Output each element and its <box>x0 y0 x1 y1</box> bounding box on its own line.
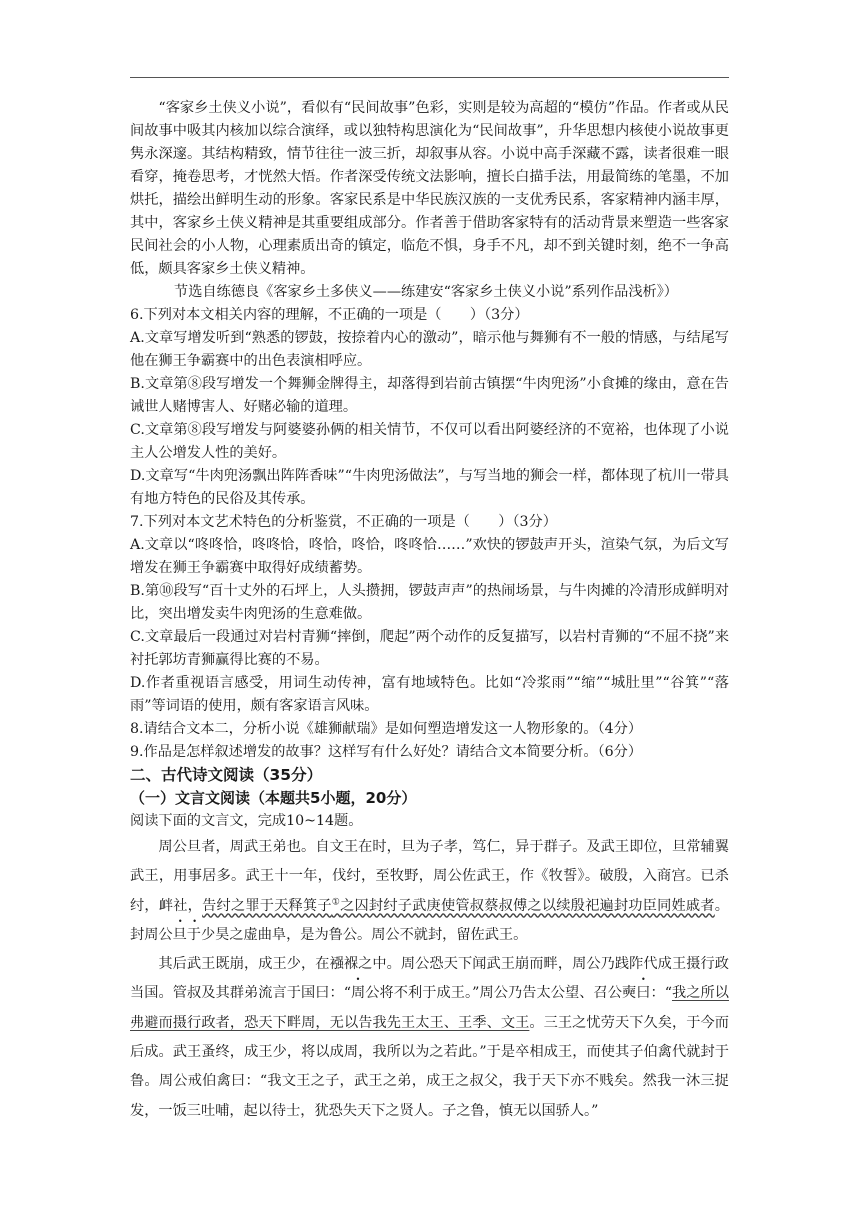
question-7-option-b: B.第⑩段写“百十丈外的石坪上，人头攒拥，锣鼓声声”的热闹场景，与牛肉摊的冷清形成鲜明对比，突出增发卖牛肉兜汤的生意难做。 <box>130 583 729 622</box>
dotted-char: 衅 <box>158 897 174 914</box>
question-9: 9.作品是怎样叙述增发的故事？这样写有什么好处？请结合文本简要分析。（6分） <box>130 744 643 760</box>
dotted-char: 社 <box>173 897 188 914</box>
passage-source: 节选自练德良《客家乡土多侠义——练建安“客家乡土侠义小说”系列作品浅析》） <box>174 284 678 300</box>
question-6-option-c: C.文章第⑧段写增发与阿婆婆孙俩的相关情节，不仅可以看出阿婆经济的不宽裕，也体现了小说主人公增发人性的美好。 <box>130 422 729 461</box>
section-subtitle: （一）文言文阅读（本题共5小题，20分） <box>130 789 417 807</box>
classical-text: 代成王摄行政当国。管叔及其群弟流言于国曰：“周公将不利于成王。”周公乃告太公望、召公奭曰：“ <box>130 956 729 1002</box>
question-7-stem: 7.下列对本文艺术特色的分析鉴赏，不正确的一项是（ ）（3分） <box>130 514 557 530</box>
question-6-stem: 6.下列对本文相关内容的理解，不正确的一项是（ ）（3分） <box>130 307 529 323</box>
footnote-marker: ① <box>331 896 341 907</box>
question-7-option-c: C.文章最后一段通过对岩村青狮“摔倒，爬起”两个动作的反复描写，以岩村青狮的“不屈不挠”来衬托郭坊青狮赢得比赛的不易。 <box>130 629 729 668</box>
underlined-sentence: 我之所以弗避而摄行政者，恐天下畔周，无以告我先王太王、王季、文王 <box>130 985 729 1031</box>
classical-paragraph-1 <box>130 833 729 950</box>
question-6-option-a: A.文章写增发听到“熟悉的锣鼓，按捺着内心的激动”，暗示他与舞狮有不一般的情感，与结尾写他在狮王争霸赛中的出色表演相呼应。 <box>130 330 729 369</box>
document-page <box>130 97 729 1126</box>
passage-paragraph: “客家乡土侠义小说”，看似有“民间故事”色彩，实则是较为高超的“模仿”作品。作者或从民间故事中吸其内核加以综合演绎，或以独特构思演化为“民间故事”，升华思想内核使小说故事更隽永深邃。其结构精致，情节往往一波三折，却叙事从容。小说中高手深藏不露，读者很难一眼看穿，掩卷思考，才恍然大悟。作者深受传统文法影响，擅长白描手法，用最简练的笔墨，不加烘托，描绘出鲜明生动的形象。客家民系是中华民族汉族的一支优秀民系，客家精神内涵丰厚，其中，客家乡土侠义精神是其重要组成部分。作者善于借助客家特有的活动背景来塑造一些客家民间社会的小人物，心理素质出奇的镇定，临危不惧，身手不凡，却不到关键时刻，绝不一争高低，颇具客家乡土侠义精神。 <box>130 100 729 277</box>
dotted-word: 践阼 <box>614 956 644 973</box>
classical-text: 周公旦者，周武王弟也。自文王在时，旦为子孝，笃仁，异于群子。及武王即位，旦常辅翼武王，用事居多。武王十一年，伐纣，至牧野，周公佐武王，作《牧誓》。破殷，入商宫。已杀纣， <box>130 839 729 914</box>
question-7-option-a: A.文章以“咚咚恰，咚咚恰，咚恰，咚恰，咚咚恰……”欢快的锣鼓声开头，渲染气氛，为后文写增发在狮王争霸赛中取得好成绩蓄势。 <box>130 537 729 576</box>
classical-text: 其后武王既崩，成王少，在 <box>158 956 330 973</box>
dotted-word: 襁褓 <box>329 956 359 973</box>
section-intro: 阅读下面的文言文，完成10~14题。 <box>130 813 363 829</box>
header-rule <box>130 77 729 78</box>
classical-paragraph-2 <box>130 950 729 1126</box>
question-8: 8.请结合文本二，分析小说《雄狮献瑞》是如何塑造增发这一人物形象的。（4分） <box>130 721 643 737</box>
question-7-option-d: D.作者重视语言感受，用词生动传神，富有地域特色。比如“冷浆雨”“缩”“城肚里”“谷箕”“落雨”等词语的使用，颇有客家语言风味。 <box>130 675 729 714</box>
classical-text: ， <box>187 897 203 914</box>
classical-text: 。三王之忧劳天下久矣，于今而后成。武王蚤终，成王少，将以成周，我所以为之若此。”于是卒相成王，而使其子伯禽代就封于鲁。周公戒伯禽曰：“我文王之子，武王之弟，成王之叔父，我于天下亦不贱矣。然我一沐三捉发，一饭三吐哺，起以待士，犹恐失天下之贤人。子之鲁，慎无以国骄人。” <box>130 1014 729 1119</box>
question-6-option-b: B.文章第⑧段写增发一个舞狮金牌得主，却落得到岩前古镇摆“牛肉兜汤”小食摊的缘由，意在告诫世人赌博害人、好赌必输的道理。 <box>130 376 729 415</box>
wavy-underlined-text: 告纣之罪于天释箕子①之囚封纣子武庚使管叔蔡叔傅之以续殷祀遍封功臣同姓戚者 <box>202 896 715 914</box>
classical-text: 之中。周公恐天下闻武王崩而畔，周公乃 <box>358 956 615 973</box>
classical-text: 。封周公旦于少昊之虚曲阜，是为鲁公。周公不就封，留佐武王。 <box>130 897 729 943</box>
section-title: 二、古代诗文阅读（35分） <box>130 766 323 784</box>
question-6-option-d: D.文章写“牛肉兜汤飘出阵阵香味”“牛肉兜汤做法”，与写当地的狮会一样，都体现了杭川一带具有地方特色的民俗及其传承。 <box>130 468 729 507</box>
